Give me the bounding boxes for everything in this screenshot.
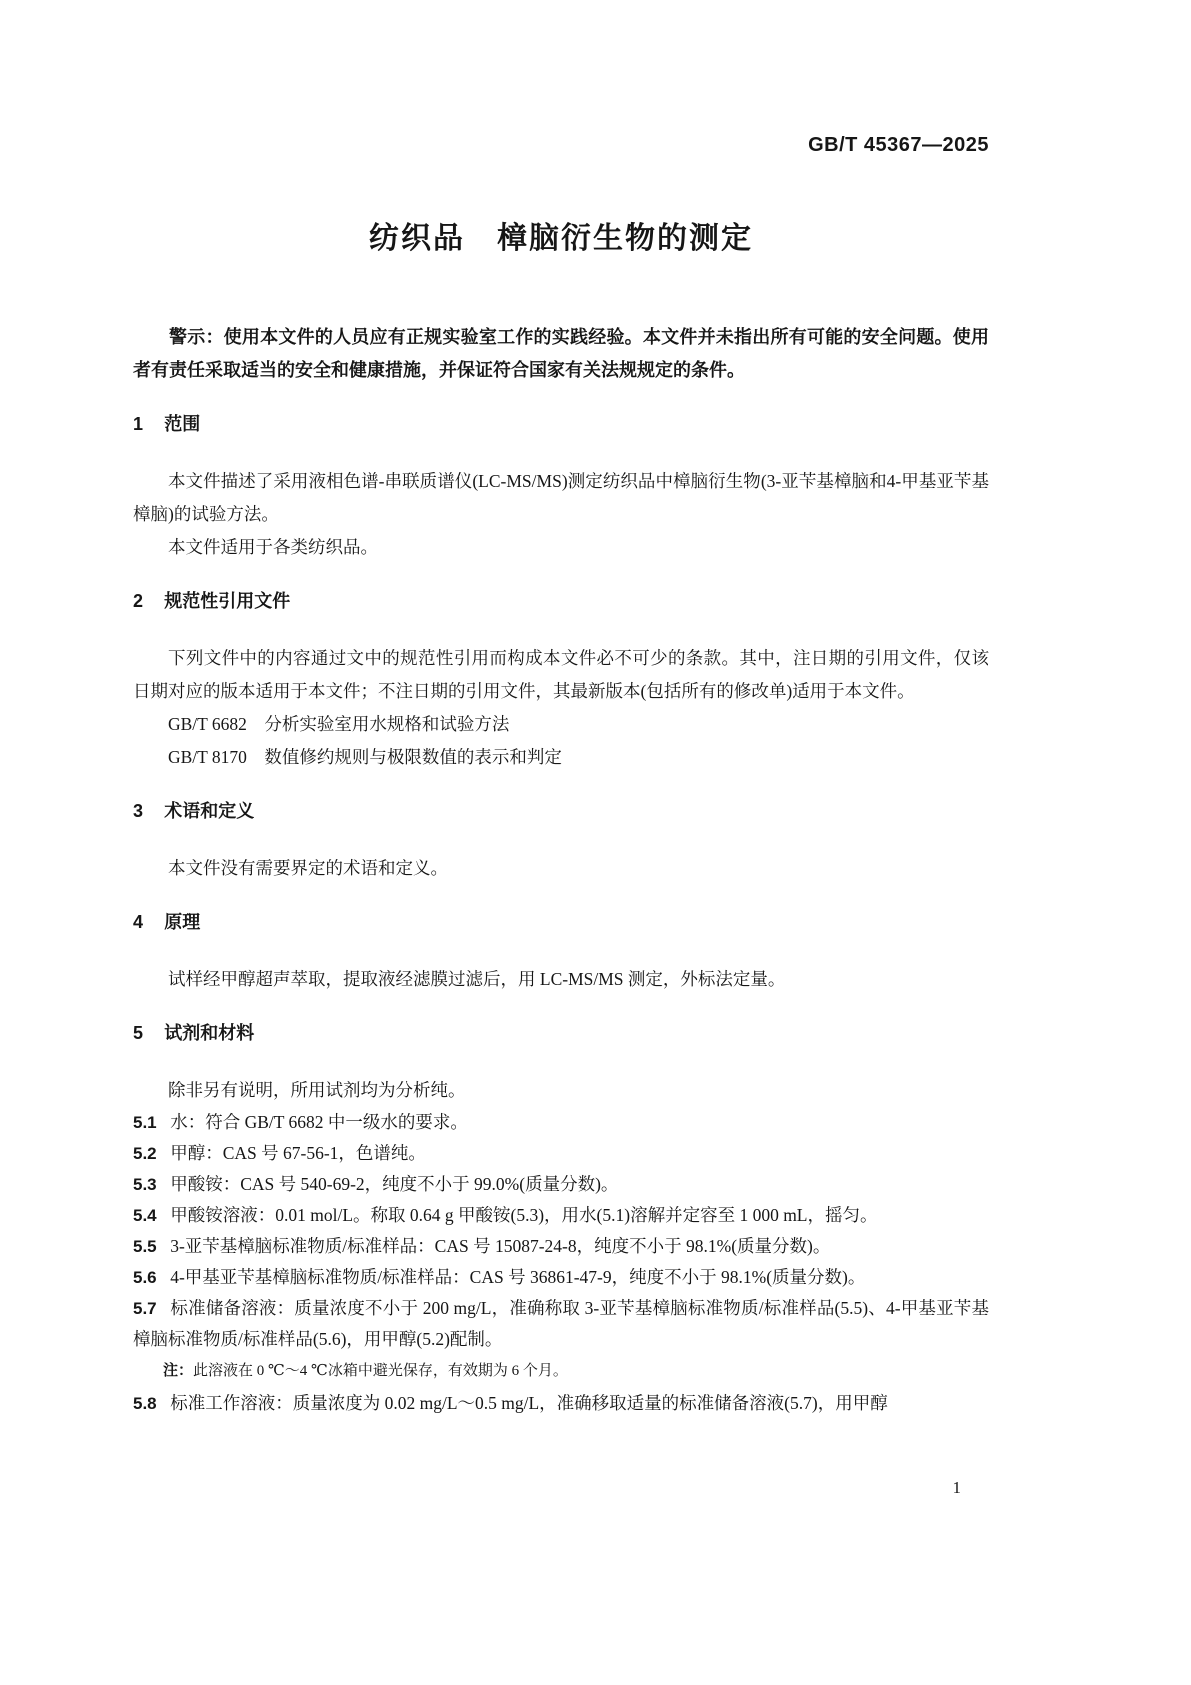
terms-paragraph: 本文件没有需要界定的术语和定义。 <box>168 858 448 878</box>
clause-item-5-8 <box>133 1388 989 1419</box>
principle-paragraph: 试样经甲醇超声萃取，提取液经滤膜过滤后，用 LC-MS/MS 测定，外标法定量。 <box>168 969 786 989</box>
clause-item-5-7 <box>133 1293 989 1354</box>
clause-number: 5.3 <box>133 1175 157 1194</box>
clause-item-5-2 <box>133 1138 989 1169</box>
clause-text: 标准储备溶液：质量浓度不小于 200 mg/L，准确称取 3-亚苄基樟脑标准物质/标准样品(5.5)、4-甲基亚苄基樟脑标准物质/标准样品(5.6)，用甲醇(5.2)配制。 <box>133 1298 989 1349</box>
section-number: 2 <box>133 591 144 611</box>
page-content <box>133 134 989 1419</box>
scope-paragraph-2: 本文件适用于各类纺织品。 <box>168 537 378 557</box>
clause-item-5-1 <box>133 1107 989 1138</box>
section-title: 范围 <box>164 414 201 434</box>
clause-number: 5.5 <box>133 1237 157 1256</box>
section-number: 4 <box>133 912 144 932</box>
scope-paragraph-1: 本文件描述了采用液相色谱-串联质谱仪(LC-MS/MS)测定纺织品中樟脑衍生物(3-亚苄基樟脑和4-甲基亚苄基樟脑)的试验方法。 <box>133 471 989 524</box>
reference-code: GB/T 8170 <box>168 747 247 767</box>
section-title: 试剂和材料 <box>164 1023 255 1043</box>
section-heading-principle <box>133 911 989 933</box>
clause-text: 水：符合 GB/T 6682 中一级水的要求。 <box>170 1112 468 1132</box>
clause-item-5-3 <box>133 1169 989 1200</box>
clause-item-5-6 <box>133 1262 989 1293</box>
normative-reference <box>133 708 989 741</box>
section-title: 规范性引用文件 <box>164 591 291 611</box>
clause-number: 5.2 <box>133 1144 157 1163</box>
section-title: 原理 <box>164 912 201 932</box>
clause-item-5-4 <box>133 1200 989 1231</box>
section-heading-terms <box>133 800 989 822</box>
reference-code: GB/T 6682 <box>168 714 247 734</box>
clause-number: 5.7 <box>133 1299 157 1318</box>
section-number: 1 <box>133 414 144 434</box>
note-text: 此溶液在 0 ℃～4 ℃冰箱中避光保存，有效期为 6 个月。 <box>193 1363 568 1379</box>
section-heading-reagents <box>133 1022 989 1044</box>
clause-text: 甲酸铵：CAS 号 540-69-2，纯度不小于 99.0%(质量分数)。 <box>170 1174 619 1194</box>
reference-title: 数值修约规则与极限数值的表示和判定 <box>264 747 562 767</box>
section-number: 5 <box>133 1023 144 1043</box>
clause-text: 甲醇：CAS 号 67-56-1，色谱纯。 <box>170 1143 426 1163</box>
standard-number: GB/T 45367—2025 <box>808 134 989 156</box>
clause-number: 5.4 <box>133 1206 157 1225</box>
section-number: 3 <box>133 801 144 821</box>
clause-text: 4-甲基亚苄基樟脑标准物质/标准样品：CAS 号 36861-47-9，纯度不小于 98.1%(质量分数)。 <box>170 1267 866 1287</box>
clause-text: 标准工作溶液：质量浓度为 0.02 mg/L～0.5 mg/L，准确移取适量的标准储备溶液(5.7)，用甲醇 <box>170 1393 888 1413</box>
warning-paragraph: 警示：使用本文件的人员应有正规实验室工作的实践经验。本文件并未指出所有可能的安全问题。使用者有责任采取适当的安全和健康措施，并保证符合国家有关法规规定的条件。 <box>133 327 989 380</box>
note <box>133 1358 989 1384</box>
section-heading-normative-references <box>133 590 989 612</box>
normative-reference <box>133 741 989 774</box>
reference-title: 分析实验室用水规格和试验方法 <box>264 714 510 734</box>
clause-number: 5.1 <box>133 1113 157 1132</box>
reagents-intro-paragraph: 除非另有说明，所用试剂均为分析纯。 <box>168 1080 466 1100</box>
clause-number: 5.6 <box>133 1268 157 1287</box>
section-title: 术语和定义 <box>164 801 255 821</box>
section-heading-scope <box>133 413 989 435</box>
page-number: 1 <box>952 1478 961 1497</box>
normative-references-paragraph: 下列文件中的内容通过文中的规范性引用而构成本文件必不可少的条款。其中，注日期的引用文件，仅该日期对应的版本适用于本文件；不注日期的引用文件，其最新版本(包括所有的修改单)适用于本文件。 <box>133 648 989 701</box>
document-title: 纺织品 樟脑衍生物的测定 <box>369 222 753 255</box>
clause-item-5-5 <box>133 1231 989 1262</box>
clause-number: 5.8 <box>133 1394 157 1413</box>
note-label: 注： <box>163 1362 194 1379</box>
clause-text: 甲酸铵溶液：0.01 mol/L。称取 0.64 g 甲酸铵(5.3)，用水(5.1)溶解并定容至 1 000 mL，摇匀。 <box>170 1205 878 1225</box>
clause-text: 3-亚苄基樟脑标准物质/标准样品：CAS 号 15087-24-8，纯度不小于 98.1%(质量分数)。 <box>170 1236 831 1256</box>
